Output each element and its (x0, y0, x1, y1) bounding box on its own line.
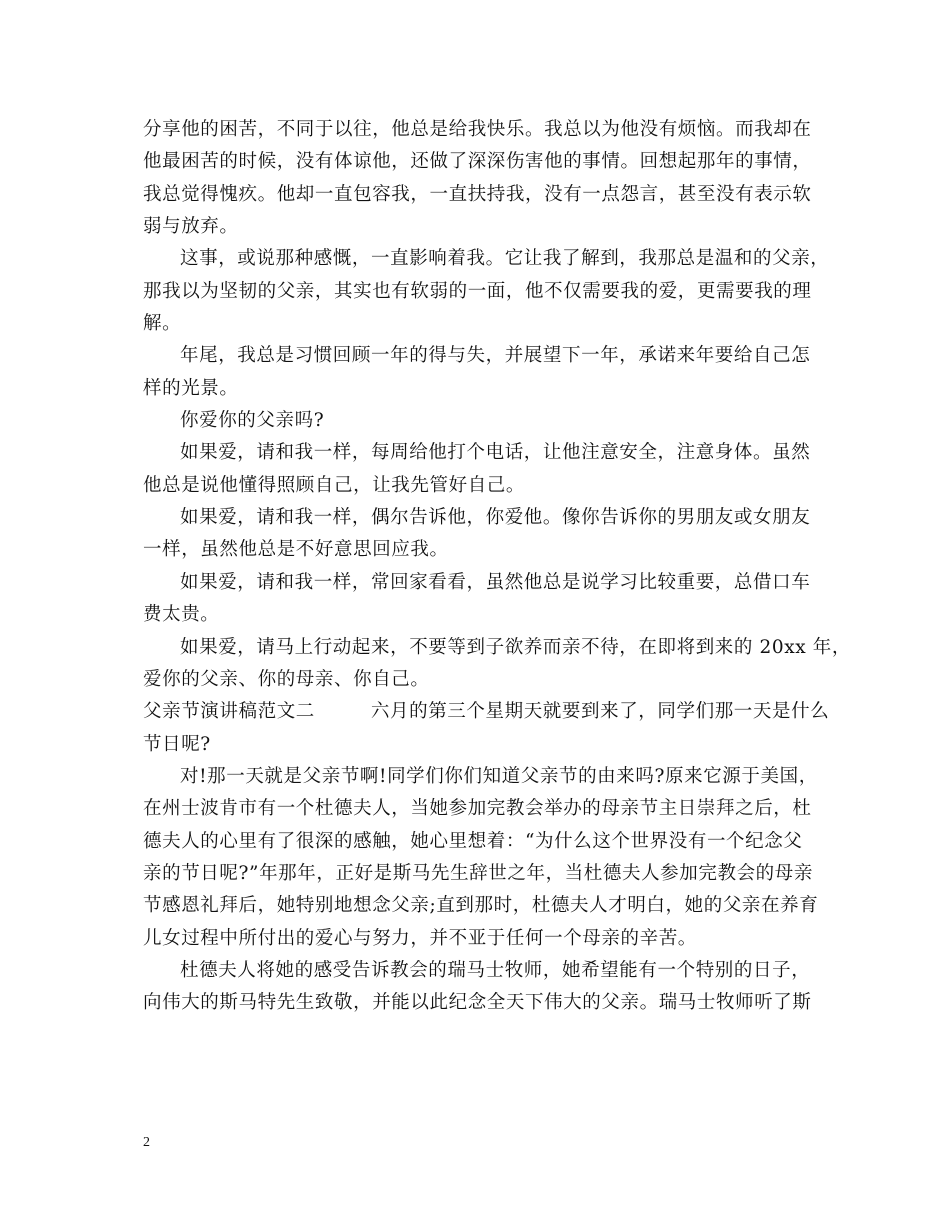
paragraph (143, 502, 823, 567)
text-line: 如果爱，请马上行动起来，不要等到子欲养而亲不待，在即将到来的 20xx 年， (180, 636, 851, 658)
paragraph (143, 437, 823, 502)
paragraph (143, 243, 830, 340)
paragraph (143, 405, 823, 437)
text-line: 一样，虽然他总是不好意思回应我。 (143, 539, 449, 561)
text-line: 在州士波肯市有一个杜德夫人，当她参加完教会举办的母亲节主日崇拜之后，杜 (143, 798, 812, 820)
section-heading: 父亲节演讲稿范文二 (143, 701, 315, 723)
text-line: 如果爱，请和我一样，偶尔告诉他，你爱他。像你告诉你的男朋友或女朋友 (180, 507, 811, 529)
section-block (143, 696, 830, 761)
text-line: 他总是说他懂得照顾自己，让我先管好自己。 (143, 474, 526, 496)
paragraph (143, 632, 851, 697)
text-line: 如果爱，请和我一样，每周给他打个电话，让他注意安全，注意身体。虽然 (180, 442, 811, 464)
text-line: 爱你的父亲、你的母亲、你自己。 (143, 668, 430, 690)
paragraph (143, 955, 823, 1020)
text-line: 向伟大的斯马特先生致敬，并能以此纪念全天下伟大的父亲。瑞马士牧师听了斯 (143, 992, 812, 1014)
text-line: 弱与放弃。 (143, 216, 239, 238)
paragraph (143, 340, 823, 405)
text-line: 费太贵。 (143, 604, 220, 626)
page-number: 2 (143, 1135, 150, 1150)
text-line: 德夫人的心里有了很深的感触，她心里想着：“为什么这个世界没有一个纪念父 (143, 830, 803, 852)
text-line: 样的光景。 (143, 377, 239, 399)
section-heading-line (143, 696, 830, 728)
paragraph (143, 114, 823, 243)
text-line: 杜德夫人将她的感受告诉教会的瑞马士牧师，她希望能有一个特别的日子， (180, 959, 811, 981)
text-line: 如果爱，请和我一样，常回家看看，虽然他总是说学习比较重要，总借口车 (180, 571, 811, 593)
text-line: 分享他的困苦，不同于以往，他总是给我快乐。我总以为他没有烦恼。而我却在 (143, 119, 812, 140)
text-line: 节日呢? (143, 733, 211, 755)
text-line: 你爱你的父亲吗? (180, 410, 325, 432)
text-line: 儿女过程中所付出的爱心与努力，并不亚于任何一个母亲的辛苦。 (143, 927, 697, 949)
text-line: 对!那一天就是父亲节啊!同学们你们知道父亲节的由来吗?原来它源于美国， (180, 765, 818, 787)
paragraph (143, 567, 823, 632)
text-line: 年尾，我总是习惯回顾一年的得与失，并展望下一年，承诺来年要给自己怎 (180, 345, 811, 367)
section-first-line: 六月的第三个星期天就要到来了，同学们那一天是什么 (370, 701, 830, 723)
text-line: 那我以为坚韧的父亲，其实也有软弱的一面，他不仅需要我的爱，更需要我的理 (143, 280, 812, 302)
document-body (143, 114, 851, 1020)
text-line: 节感恩礼拜后，她特别地想念父亲;直到那时，杜德夫人才明白，她的父亲在养育 (143, 895, 819, 917)
text-line: 这事，或说那种感慨，一直影响着我。它让我了解到，我那总是温和的父亲， (180, 248, 830, 270)
text-line: 他最困苦的时候，没有体谅他，还做了深深伤害他的事情。回想起那年的事情， (143, 151, 812, 173)
text-line: 亲的节日呢?”年那年，正好是斯马先生辞世之年，当杜德夫人参加完教会的母亲 (143, 862, 813, 884)
text-line: 我总觉得愧疚。他却一直包容我，一直扶持我，没有一点怨言，甚至没有表示软 (143, 183, 812, 205)
text-line: 解。 (143, 313, 182, 335)
paragraph (143, 761, 823, 955)
